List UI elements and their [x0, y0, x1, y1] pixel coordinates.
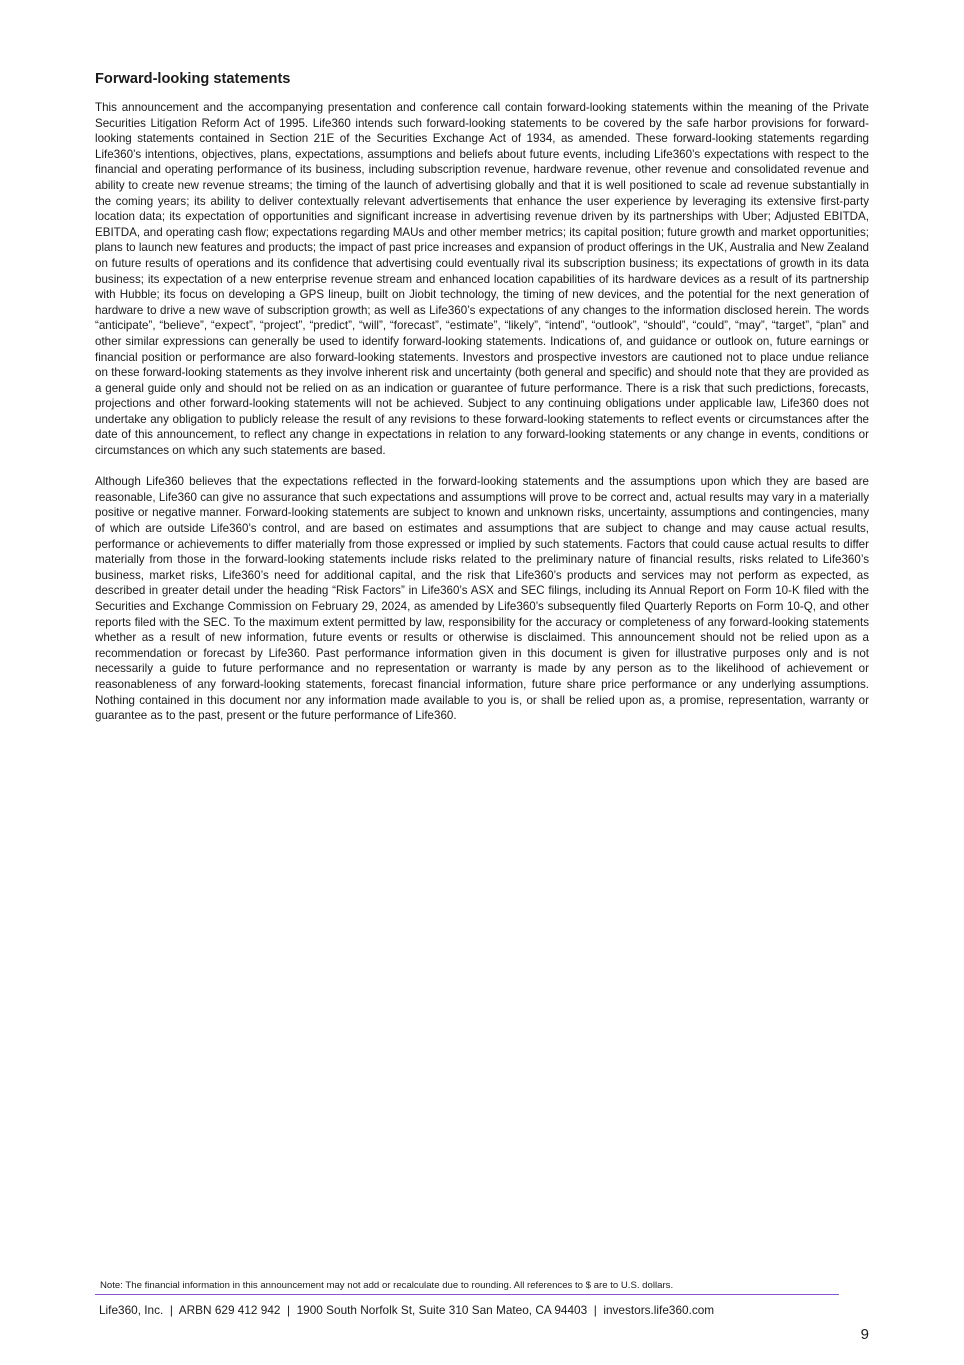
footer-divider: [95, 1294, 839, 1295]
paragraph-forward-looking-intro: This announcement and the accompanying presentation and conference call contain forward-looking statements within the meaning of the Private Securities Litigation Reform Act of 1995. Life360 intends such forward-looking statements to be covered by the safe harbor provisions for forward-looking statements contained in Section 21E of the Securities Exchange Act of 1934, as amended. These forward-looking statements regarding Life360’s intentions, objectives, plans, expectations, assumptions and beliefs about future events, including Life360’s expectations with respect to the financial and operating performance of its business, including subscription revenue, hardware revenue, other revenue and consolidated revenue and ability to create new revenue streams; the timing of the launch of advertising globally and that it is well positioned to scale ad revenue substantially in the coming years; its ability to deliver contextually relevant advertisements that enhance the user experience by leveraging its extensive first-party location data; its expectation of opportunities and significant increase in advertising revenue driven by its partnerships with Uber; Adjusted EBITDA, EBITDA, and operating cash flow; expectations regarding MAUs and other member metrics; its capital position; future growth and market opportunities; plans to launch new features and products; the impact of past price increases and expansion of product offerings in the UK, Australia and New Zealand on future results of operations and its confidence that advertising could eventually rival its subscription business; its expectations of growth in its data business; its expectation of a new enterprise revenue stream and enhanced location capabilities of its hardware devices as a result of its partnership with Hubble; its focus on developing a GPS lineup, built on Jiobit technology, the timing of new devices, and the potential for the next generation of hardware to drive a new wave of subscription growth; as well as Life360’s expectations of any changes to the information disclosed herein. The words “anticipate”, “believe”, “expect”, “project”, “predict”, “will”, “forecast”, “estimate”, “likely”, “intend”, “outlook”, “should”, “could”, “may”, “target”, “plan” and other similar expressions can generally be used to identify forward-looking statements. Indications of, and guidance or outlook on, future earnings or financial position or performance are also forward-looking statements. Investors and prospective investors are cautioned not to place undue reliance on these forward-looking statements as they involve inherent risk and uncertainty (both general and specific) and should note that they are provided as a general guide only and should not be relied on as an indication or guarantee of future performance. There is a risk that such predictions, forecasts, projections and other forward-looking statements will not be achieved. Subject to any continuing obligations under applicable law, Life360 does not undertake any obligation to publicly release the result of any revisions to these forward-looking statements to reflect events or circumstances after the date of this announcement, to reflect any change in expectations in relation to any forward-looking statements or any change in events, conditions or circumstances on which any such statements are based.: [95, 101, 869, 458]
main-content: [95, 70, 869, 724]
footer-note: Note: The financial information in this announcement may not add or recalculate due to rounding. All references to $ are to U.S. dollars.: [100, 1280, 674, 1291]
paragraph-risk-disclaimer: Although Life360 believes that the expectations reflected in the forward-looking statements and the assumptions upon which they are based are reasonable, Life360 can give no assurance that such expectations and assumptions will prove to be correct and, actual results may vary in a materially positive or negative manner. Forward-looking statements are subject to known and unknown risks, uncertainty, assumptions and contingencies, many of which are outside Life360’s control, and are based on estimates and assumptions that are subject to change and may cause actual results, performance or achievements to differ materially from those expressed or implied by such statements. Factors that could cause actual results to differ materially from those in the forward-looking statements include risks related to the preliminary nature of financial results, risks related to Life360’s business, market risks, Life360’s need for additional capital, and the risk that Life360’s products and services may not perform as expected, as described in greater detail under the heading “Risk Factors” in Life360’s ASX and SEC filings, including its Annual Report on Form 10-K filed with the Securities and Exchange Commission on February 29, 2024, as amended by Life360’s subsequently filed Quarterly Reports on Form 10-Q, and other reports filed with the SEC. To the maximum extent permitted by law, responsibility for the accuracy or completeness of any forward-looking statements whether as a result of new information, future events or results or otherwise is disclaimed. This announcement should not be relied upon as a recommendation or forecast by Life360. Past performance information given in this document is given for illustrative purposes only and is not necessarily a guide to future performance and no representation or warranty is made by any person as to the likelihood of achievement or reasonableness of any forward-looking statements, forecast financial information, future share price performance or any underlying assumptions. Nothing contained in this document nor any information made available to you is, or shall be relied upon as, a promise, representation, warranty or guarantee as to the past, present or the future performance of Life360.: [95, 475, 869, 723]
footer-address: Life360, Inc. | ARBN 629 412 942 | 1900 South Norfolk St, Suite 310 San Mateo, CA 94403 | investors.life360.com: [99, 1303, 715, 1317]
section-heading: Forward-looking statements: [95, 71, 291, 87]
page-number: 9: [860, 1326, 869, 1343]
